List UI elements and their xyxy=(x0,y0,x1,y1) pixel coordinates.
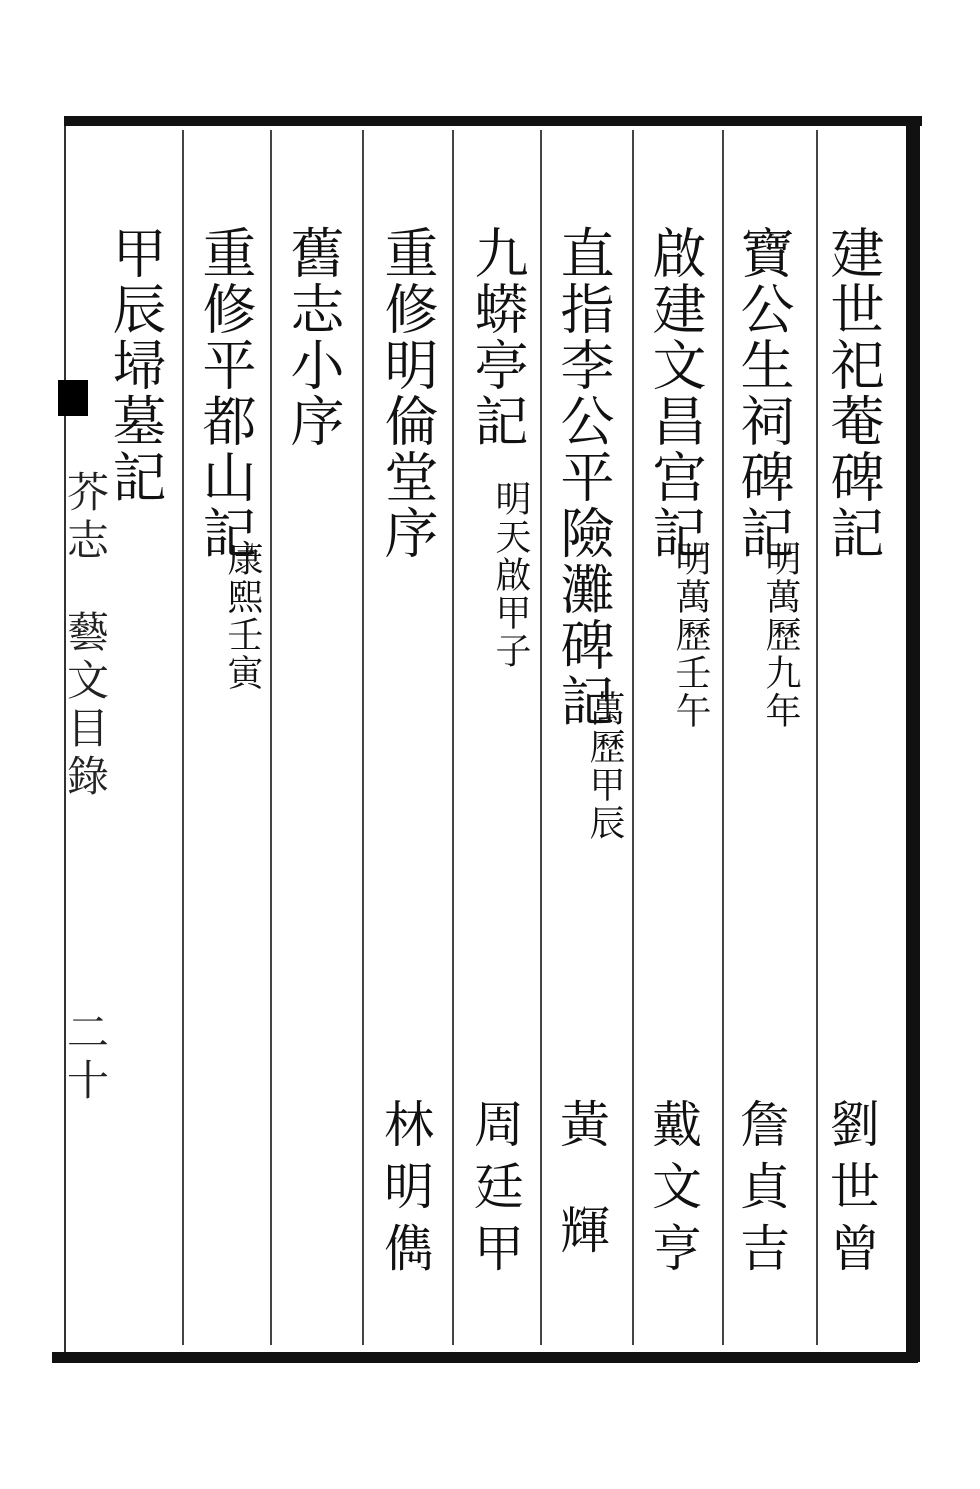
entry-note: 康熙壬寅 xyxy=(222,540,263,692)
entry-title: 九蟒亭記 xyxy=(466,225,529,449)
entry-note: 明萬歷壬午 xyxy=(670,540,711,730)
entry-author: 戴文亨 xyxy=(644,1098,702,1284)
frame-right-border xyxy=(906,116,920,1362)
entry-title: 建世祀菴碑記 xyxy=(822,225,885,561)
entry-title: 直指李公平險灘碑記 xyxy=(552,225,615,729)
entry-author: 周廷甲 xyxy=(466,1098,524,1284)
column-rule xyxy=(722,130,724,1345)
fish-tail-mark xyxy=(58,380,88,416)
margin-section-title: 藝文目錄 xyxy=(61,610,110,802)
column-rule xyxy=(816,130,818,1345)
entry-note: 明萬歷九年 xyxy=(760,540,801,730)
entry-title: 寶公生祠碑記 xyxy=(732,225,795,561)
column-rule xyxy=(182,130,184,1345)
entry-author: 黃輝 xyxy=(552,1098,610,1310)
entry-title: 舊志小序 xyxy=(282,225,345,449)
entry-title: 甲辰埽墓記 xyxy=(104,225,167,505)
column-rule xyxy=(452,130,454,1345)
entry-title: 啟建文昌宫記 xyxy=(644,225,707,561)
column-rule xyxy=(362,130,364,1345)
margin-page-number: 二十 xyxy=(61,1010,110,1106)
entry-author: 林明儁 xyxy=(376,1098,434,1284)
frame-bottom-border xyxy=(52,1352,918,1363)
entry-note: 明天啟甲子 xyxy=(490,480,531,670)
entry-author: 劉世曾 xyxy=(822,1098,880,1284)
column-rule xyxy=(632,130,634,1345)
entry-title: 重修平都山記 xyxy=(194,225,257,561)
column-rule xyxy=(540,130,542,1345)
entry-author: 詹貞吉 xyxy=(732,1098,790,1284)
frame-top-border xyxy=(64,116,922,126)
entry-title: 重修明倫堂序 xyxy=(376,225,439,561)
entry-note: 萬歷甲辰 xyxy=(584,690,625,842)
column-rule xyxy=(270,130,272,1345)
margin-book-title: 芥志 xyxy=(61,470,110,566)
